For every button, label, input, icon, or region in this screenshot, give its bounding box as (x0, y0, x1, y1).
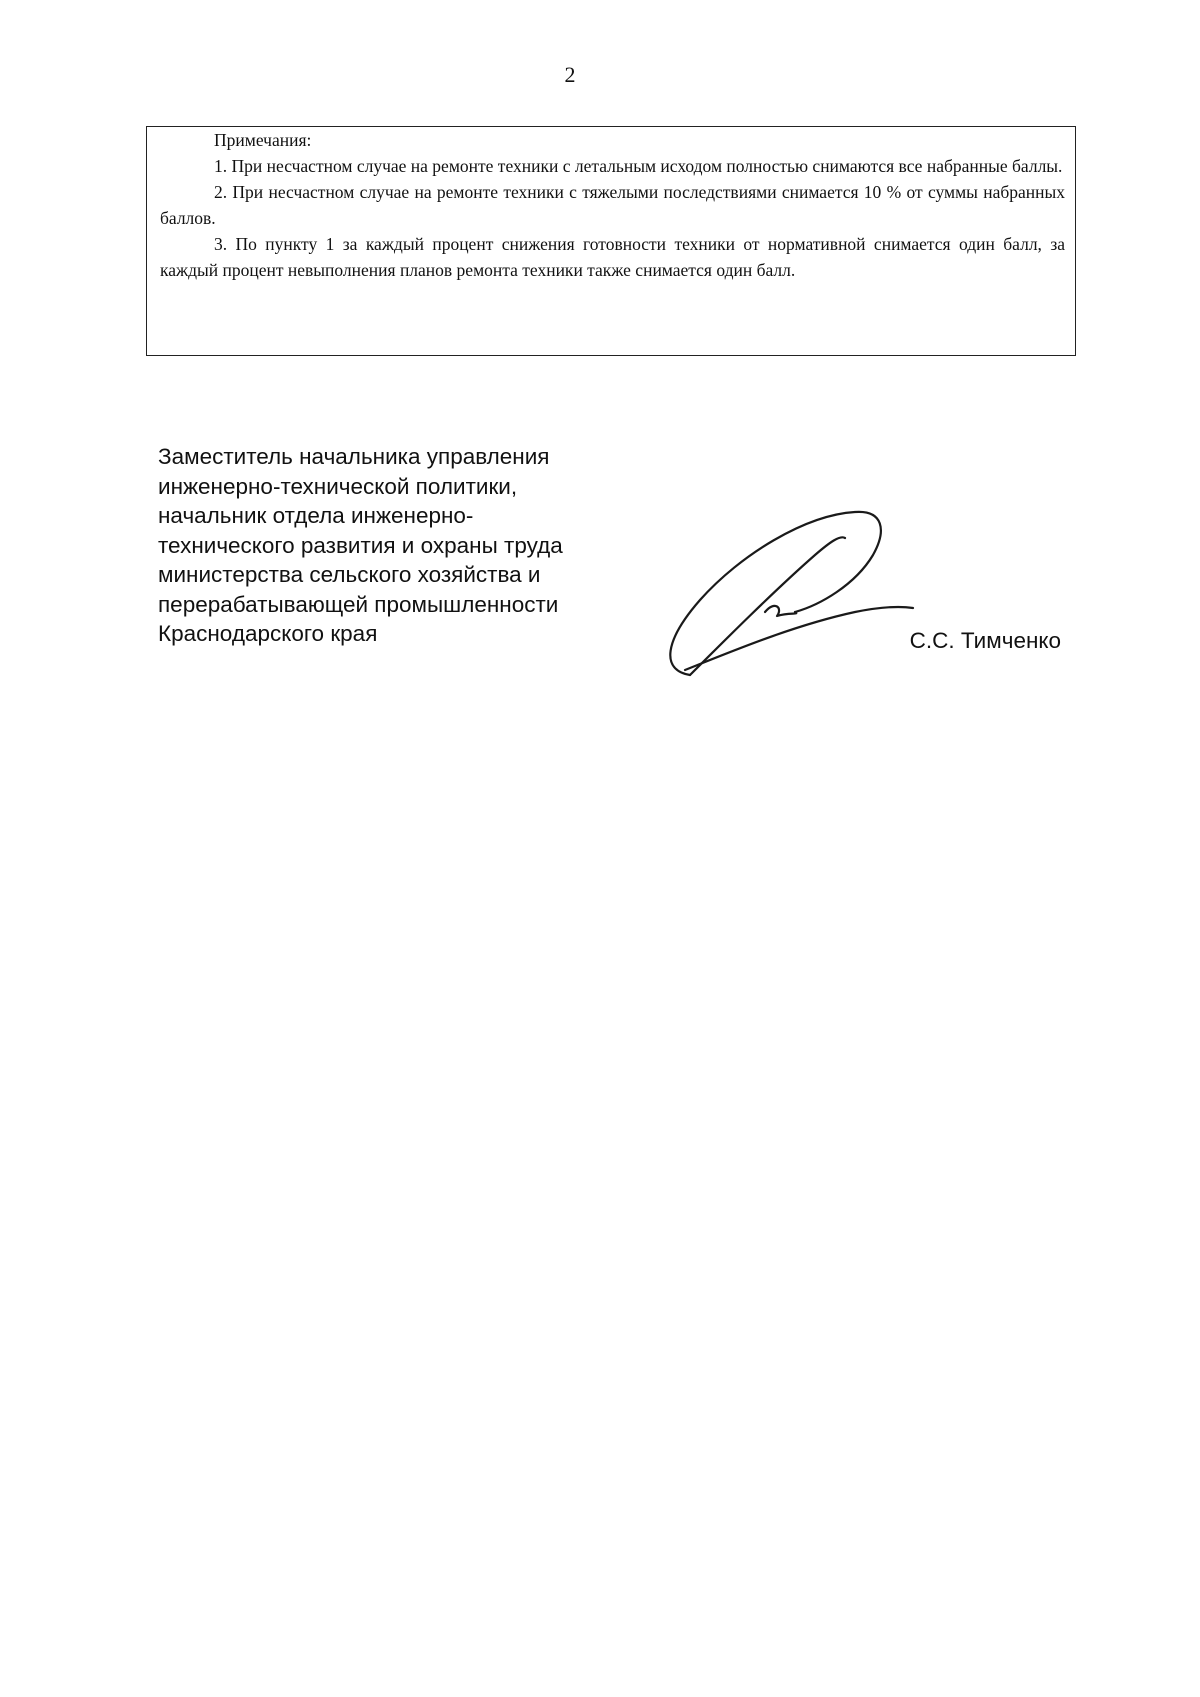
notes-heading: Примечания: (214, 130, 312, 150)
signatory-title-line: инженерно-технической политики, (158, 473, 518, 499)
note-item: 2. При несчастном случае на ремонте техники с тяжелыми последствиями снимается 10 % от суммы набранных баллов. (160, 182, 1065, 228)
page-number: 2 (564, 62, 576, 87)
note-item: 3. По пункту 1 за каждый процент снижения готовности техники от нормативной снимается один балл, за каждый процент невыполнения планов ремонта техники также снимается один балл. (160, 234, 1065, 280)
signatory-title (158, 442, 563, 649)
note-item: 1. При несчастном случае на ремонте техники с летальным исходом полностью снимаются все набранные баллы. (214, 156, 1063, 176)
notes-box (146, 126, 1076, 356)
handwritten-signature (655, 500, 925, 690)
signatory-title-line: технического развития и охраны труда (158, 532, 563, 558)
signatory-title-line: Заместитель начальника управления (158, 444, 550, 469)
signatory-title-line: начальник отдела инженерно- (158, 503, 474, 528)
signatory-title-line: перерабатывающей промышленности (158, 591, 559, 617)
signatory-title-line: министерства сельского хозяйства и (158, 562, 541, 587)
signatory-name: С.С. Тимченко (909, 628, 1061, 653)
signatory-title-line: Краснодарского края (158, 621, 378, 646)
